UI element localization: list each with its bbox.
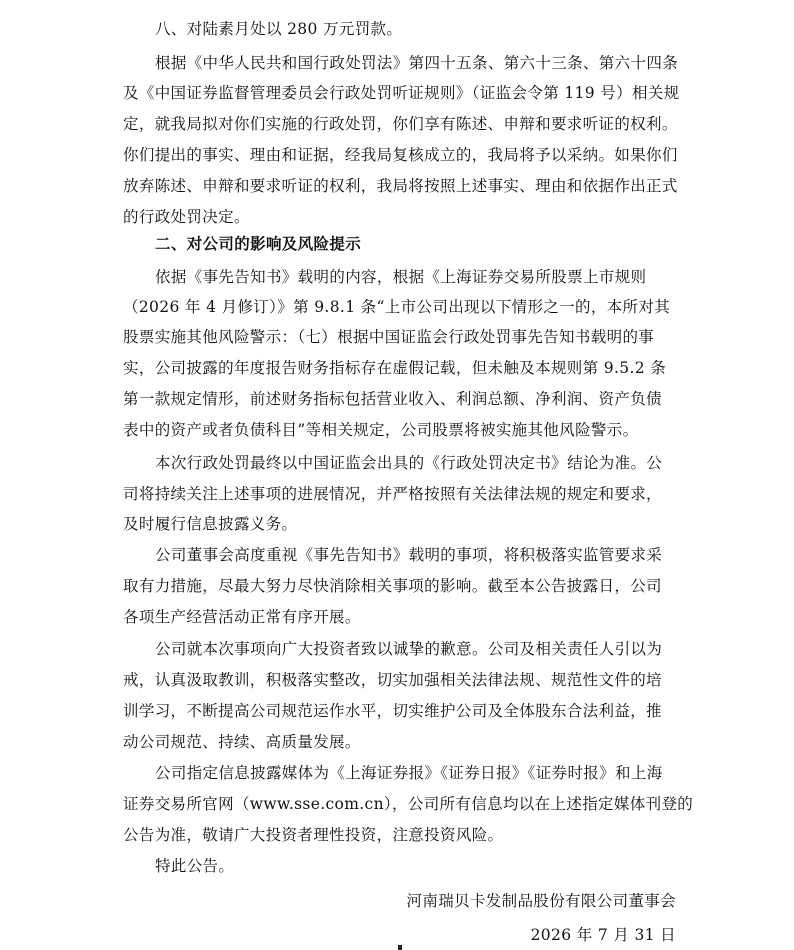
paragraph-line: 及《中国证券监督管理委员会行政处罚听证规则》（证监会令第 119 号）相关规: [123, 84, 680, 102]
paragraph-line: 放弃陈述、申辩和要求听证的权利，我局将按照上述事实、理由和依据作出正式: [123, 177, 678, 195]
paragraph-line: 根据《中华人民共和国行政处罚法》第四十五条、第六十三条、第六十四条: [155, 54, 679, 72]
paragraph-line: 公司董事会高度重视《事先告知书》载明的事项，将积极落实监管要求采: [155, 546, 663, 564]
paragraph-line: 股票实施其他风险警示：（七）根据中国证监会行政处罚事先告知书载明的事: [123, 328, 655, 346]
paragraph-line: 取有力措施，尽最大努力尽快消除相关事项的影响。截至本公告披露日，公司: [123, 577, 662, 595]
section-heading: 二、对公司的影响及风险提示: [155, 234, 362, 253]
paragraph-line: 定，就我局拟对你们实施的行政处罚，你们享有陈述、申辩和要求听证的权利。: [123, 115, 678, 133]
paragraph-line: 戒，认真汲取教训，积极落实整改，切实加强相关法律法规、规范性文件的培: [123, 671, 662, 689]
paragraph-line: 表中的资产或者负债科目”等相关规定，公司股票将被实施其他风险警示。: [123, 421, 639, 439]
signature: 河南瑞贝卡发制品股份有限公司董事会: [406, 892, 676, 910]
paragraph-line: 训学习，不断提高公司规范运作水平，切实维护公司及全体股东合法利益，推: [123, 702, 662, 720]
paragraph-line: 公司就本次事项向广大投资者致以诚挚的歉意。公司及相关责任人引以为: [155, 640, 663, 658]
paragraph-line: 实，公司披露的年度报告财务指标存在虚假记载，但未触及本规则第 9.5.2 条: [123, 359, 667, 377]
paragraph-line: 八、对陆素月处以 280 万元罚款。: [155, 20, 403, 38]
paragraph-line: 特此公告。: [155, 857, 235, 875]
paragraph-line: 第一款规定情形，前述财务指标包括营业收入、利润总额、净利润、资产负债: [123, 390, 662, 408]
page-mark: [398, 945, 402, 950]
paragraph-line: 的行政处罚决定。: [123, 208, 250, 226]
paragraph-line: 各项生产经营活动正常有序开展。: [123, 608, 361, 626]
paragraph-line: 公告为准，敬请广大投资者理性投资，注意投资风险。: [123, 826, 504, 844]
date: 2026 年 7 月 31 日: [530, 926, 676, 944]
paragraph-line: 你们提出的事实、理由和证据，经我局复核成立的，我局将予以采纳。如果你们: [123, 146, 678, 164]
paragraph-line: （2026 年 4 月修订）》第 9.8.1 条“上市公司出现以下情形之一的，本所对其: [123, 298, 671, 316]
paragraph-line: 依据《事先告知书》载明的内容，根据《上海证券交易所股票上市规则: [155, 268, 647, 286]
paragraph-line: 司将持续关注上述事项的进展情况，并严格按照有关法律法规的规定和要求，: [123, 485, 662, 503]
paragraph-line: 本次行政处罚最终以中国证监会出具的《行政处罚决定书》结论为准。公: [155, 454, 663, 472]
paragraph-line: 公司指定信息披露媒体为《上海证券报》《证券日报》《证券时报》和上海: [155, 764, 663, 782]
paragraph-line: 动公司规范、持续、高质量发展。: [123, 733, 361, 751]
paragraph-line: 证券交易所官网（www.sse.com.cn），公司所有信息均以在上述指定媒体刊登的: [123, 795, 694, 813]
paragraph-line: 及时履行信息披露义务。: [123, 515, 298, 533]
